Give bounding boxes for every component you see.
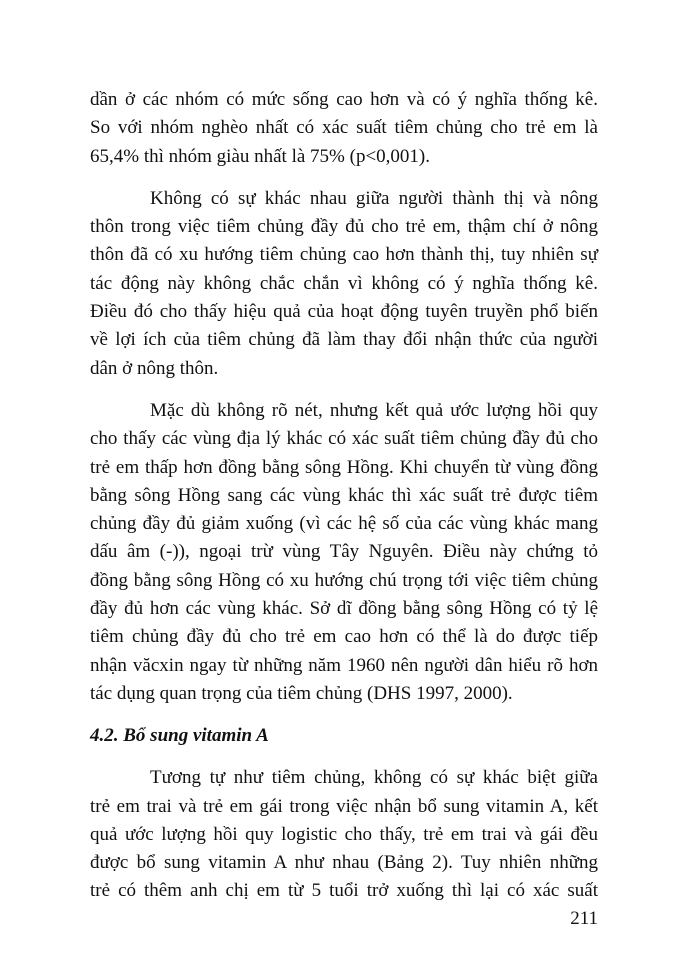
text-line: được bổ sung vitamin A như nhau (Bảng 2). Tuy nhiên những <box>90 852 598 874</box>
paragraph-1 <box>90 86 598 171</box>
section-heading: 4.2. Bổ sung vitamin A <box>90 725 269 747</box>
text-line: trẻ em trai và trẻ em gái trong việc nhận bổ sung vitamin A, kết <box>90 795 598 817</box>
text-line: Không có sự khác nhau giữa người thành thị và nông <box>150 187 598 209</box>
text-line: Điều đó cho thấy hiệu quả của hoạt động tuyên truyền phổ biến <box>90 301 598 323</box>
text-line: 65,4% thì nhóm giàu nhất là 75% (p<0,001). <box>90 145 430 167</box>
text-line: thôn đã có xu hướng tiêm chủng cao hơn thành thị, tuy nhiên sự <box>90 244 598 266</box>
paragraph-3 <box>90 397 598 708</box>
text-line: chủng đầy đủ giảm xuống (vì các hệ số của các vùng khác mang <box>90 513 598 535</box>
text-line: tác động này không chắc chắn vì không có ý nghĩa thống kê. <box>90 272 598 294</box>
page-number: 211 <box>570 908 598 929</box>
text-line: thôn trong việc tiêm chủng đầy đủ cho trẻ em, thậm chí ở nông <box>90 216 598 238</box>
text-line: trẻ có thêm anh chị em từ 5 tuổi trở xuống thì lại có xác suất <box>90 880 598 902</box>
text-line: Tương tự như tiêm chủng, không có sự khác biệt giữa <box>150 767 598 789</box>
text-line: cho thấy các vùng địa lý khác có xác suất tiêm chủng đầy đủ cho <box>90 428 598 450</box>
text-line: dân ở nông thôn. <box>90 357 219 379</box>
text-line: Mặc dù không rõ nét, nhưng kết quả ước lượng hồi quy <box>150 399 598 421</box>
text-line: dần ở các nhóm có mức sống cao hơn và có ý nghĩa thống kê. <box>90 89 598 110</box>
section-paragraph <box>90 764 598 905</box>
page-content <box>90 86 598 920</box>
text-line: bằng sông Hồng sang các vùng khác thì xác suất trẻ được tiêm <box>90 484 598 506</box>
paragraph-2 <box>90 185 598 383</box>
text-line: nhận văcxin ngay từ những năm 1960 nên người dân hiểu rõ hơn <box>90 654 598 676</box>
text-line: trẻ em thấp hơn đồng bằng sông Hồng. Khi chuyển từ vùng đồng <box>90 456 598 478</box>
text-line: So với nhóm nghèo nhất có xác suất tiêm chủng cho trẻ em là <box>90 117 598 139</box>
text-line: đầy đủ hơn các vùng khác. Sở dĩ đồng bằng sông Hồng có tỷ lệ <box>90 598 598 620</box>
text-line: tác dụng quan trọng của tiêm chủng (DHS 1997, 2000). <box>90 682 513 704</box>
text-line: về lợi ích của tiêm chủng đã làm thay đổi nhận thức của người <box>90 329 598 351</box>
text-line: dấu âm (-)), ngoại trừ vùng Tây Nguyên. Điều này chứng tỏ <box>90 541 598 563</box>
text-line: đồng bằng sông Hồng có xu hướng chú trọng tới việc tiêm chủng <box>90 569 598 591</box>
text-line: quả ước lượng hồi quy logistic cho thấy, trẻ em trai và gái đều <box>90 823 598 845</box>
text-line: tiêm chủng đầy đủ cho trẻ em cao hơn có thể là do được tiếp <box>90 626 598 648</box>
